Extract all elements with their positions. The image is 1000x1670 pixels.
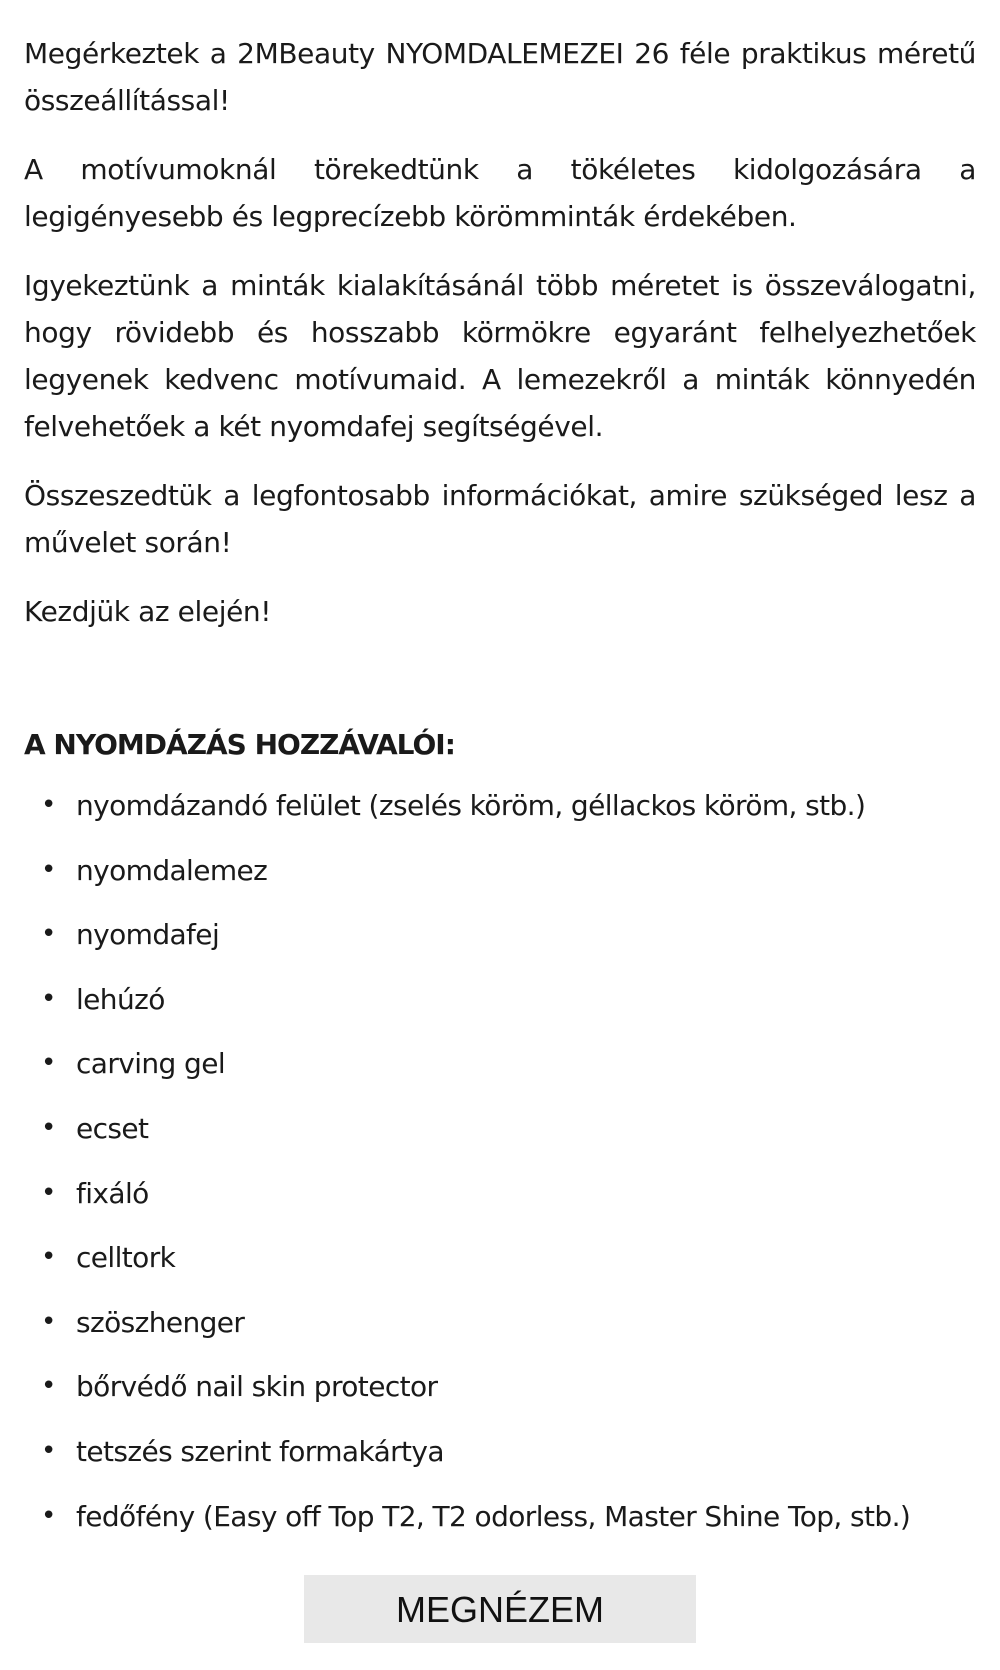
list-item-label: lehúzó xyxy=(76,982,165,1016)
list-item xyxy=(24,1299,976,1346)
list-item xyxy=(24,1428,976,1475)
bullet-icon: • xyxy=(41,1177,56,1208)
list-item-label: fixáló xyxy=(76,1176,149,1210)
intro-paragraph-2: A motívumoknál törekedtünk a tökéletes kidolgozására a legigényesebb és legprecízebb körömminták érdekében. xyxy=(24,153,976,233)
intro-paragraph-5: Kezdjük az elején! xyxy=(24,595,272,628)
bullet-icon: • xyxy=(41,1306,56,1337)
bullet-icon: • xyxy=(41,790,56,820)
bullet-icon: • xyxy=(41,1435,56,1466)
bullet-icon: • xyxy=(41,983,56,1014)
list-item xyxy=(24,1040,976,1087)
list-item-label: szöszhenger xyxy=(76,1305,245,1339)
bullet-icon: • xyxy=(41,1112,56,1143)
list-item-label: nyomdafej xyxy=(76,918,220,952)
list-item xyxy=(24,1363,976,1410)
list-item-label: bőrvédő nail skin protector xyxy=(76,1370,438,1404)
ingredients-list xyxy=(24,782,976,1540)
list-item-label: fedőfény (Easy off Top T2, T2 odorless, Master Shine Top, stb.) xyxy=(76,1499,911,1533)
bullet-icon: • xyxy=(41,919,56,950)
bullet-icon: • xyxy=(41,1048,56,1079)
intro-paragraph-4: Összeszedtük a legfontosabb információkat, amire szükséged lesz a művelet során! xyxy=(24,479,976,559)
intro-text xyxy=(24,30,976,635)
bullet-icon: • xyxy=(41,1500,56,1531)
list-item-label: tetszés szerint formakártya xyxy=(76,1434,444,1468)
bullet-icon: • xyxy=(41,854,56,885)
list-item-label: nyomdalemez xyxy=(76,853,268,887)
list-item-label: nyomdázandó felület (zselés köröm, géllackos köröm, stb.) xyxy=(76,789,866,822)
bullet-icon: • xyxy=(41,1242,56,1273)
list-item xyxy=(24,847,976,894)
intro-paragraph-1: Megérkeztek a 2MBeauty NYOMDALEMEZEI 26 féle praktikus méretű összeállítással! xyxy=(24,37,976,117)
list-item xyxy=(24,911,976,958)
bullet-icon: • xyxy=(41,1371,56,1402)
megnezem-button[interactable]: MEGNÉZEM xyxy=(304,1575,696,1643)
list-item-label: celltork xyxy=(76,1241,176,1275)
list-item xyxy=(24,1105,976,1152)
list-item xyxy=(24,1493,976,1540)
ingredients-title: A NYOMDÁZÁS HOZZÁVALÓI: xyxy=(24,728,455,761)
list-item-label: carving gel xyxy=(76,1047,226,1081)
cta-container xyxy=(0,1575,1000,1643)
list-item xyxy=(24,1170,976,1217)
list-item xyxy=(24,782,976,829)
list-item xyxy=(24,1234,976,1281)
list-item xyxy=(24,976,976,1023)
intro-paragraph-3: Igyekeztünk a minták kialakításánál több méretet is összeválogatni, hogy rövidebb és hosszabb körmökre egyaránt felhelyezhetőek legyenek kedvenc motívumaid. A lemezekről a minták könnyedén felvehetőek a két nyomdafej segítségével. xyxy=(24,269,976,443)
list-item-label: ecset xyxy=(76,1111,149,1145)
